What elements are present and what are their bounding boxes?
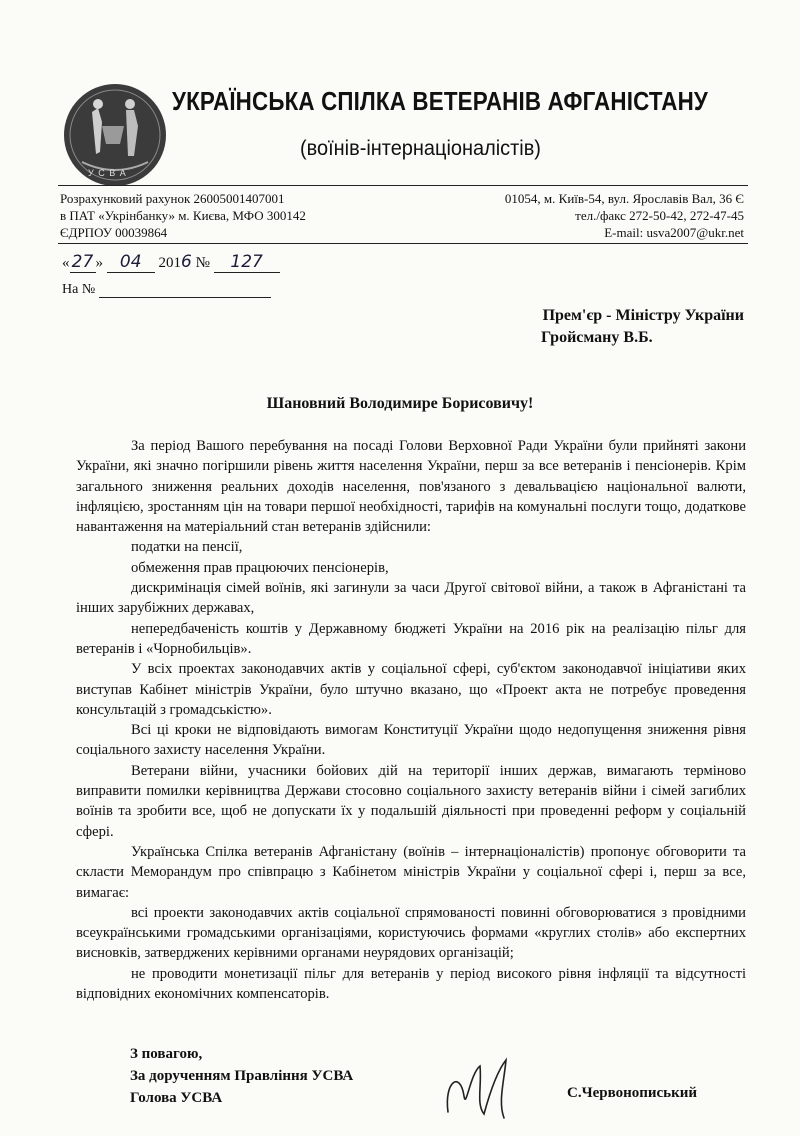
edrpou-code: ЄДРПОУ 00039864: [60, 225, 168, 240]
organization-name: УКРАЇНСЬКА СПІЛКА ВЕТЕРАНІВ АФГАНІСТАНУ: [172, 86, 708, 116]
reply-number-blank: [99, 283, 271, 298]
body-paragraph: Ветерани війни, учасники бойових дій на території інших держав, вимагають терміново виправити помилки керівництва Держави стосовно соціального захисту ветеранів війни і сімей загиблих воїнів та зробити все, щоб не допускати їх у подальшій діяльності при проведенні реформ у соціальній сфері.: [76, 762, 746, 840]
body-paragraph: За період Вашого перебування на посаді Голови Верховної Ради України були прийняті закони України, які значно погіршили рівень життя населення України, перш за все ветеранів і пенсіонерів. Крім загального зниження реальних доходів населення, пов'язаного з девальвацією національної валюти, інфляцією, зростанням цін на товари першої необхідності, тарифів на комунальні послуги тощо, додаткове навантаження на матеріальний стан ветеранів здійснили:: [76, 438, 746, 536]
signatory-name: С.Червонописький: [567, 1085, 698, 1101]
outgoing-number: 127: [214, 252, 280, 273]
email-address: E-mail: usva2007@ukr.net: [604, 225, 744, 240]
reply-reference: [62, 282, 271, 298]
date-month: 04: [107, 252, 155, 273]
date-year-digit: 6: [181, 252, 192, 272]
closing: З повагою,: [130, 1046, 203, 1062]
addressee-name: Гройсману В.Б.: [541, 329, 653, 346]
reply-label: На №: [62, 282, 96, 297]
body-list-item: не проводити монетизації пільг для ветеранів у період високого рівня інфляції та відсутності відповідних економічних компенсаторів.: [76, 965, 746, 1003]
date-day: 27: [70, 252, 96, 273]
body-list-item: непередбаченість коштів у Державному бюджеті України на 2016 рік на реалізацію пільг для ветеранів і «Чорнобильців».: [76, 620, 746, 657]
addressee-position: Прем'єр - Міністру України: [542, 307, 744, 324]
number-label: №: [195, 255, 210, 271]
date-year-prefix: 201: [158, 255, 181, 271]
body-paragraph: У всіх проектах законодавчих актів у соціальної сфері, суб'єктом законодавчої ініціативи яких виступав Кабінет міністрів України, було штучно вказано, що «Проект акта не потребує проведення консультацій з громадськістю».: [76, 661, 746, 718]
phone-fax: тел./факс 272-50-42, 272-47-45: [575, 208, 744, 223]
registration-line: [62, 252, 280, 273]
date-quote-open: «: [62, 255, 70, 271]
body-list-item: податки на пенсії,: [131, 539, 243, 556]
body-paragraph: Всі ці кроки не відповідають вимогам Конституції України щодо недопущення зниження рівня соціального захисту населення України.: [76, 722, 746, 759]
signature-authority: За дорученням Правління УСВА: [130, 1068, 354, 1084]
postal-address: 01054, м. Київ-54, вул. Ярославів Вал, 36 Є: [504, 191, 744, 206]
body-list-item: обмеження прав працюючих пенсіонерів,: [131, 559, 389, 576]
organization-subtitle: (воїнів-інтернаціоналістів): [300, 137, 541, 160]
body-list-item: дискримінація сімей воїнів, які загинули за часи Другої світової війни, а також в Афганістані та інших зарубіжних державах,: [76, 580, 746, 617]
logo-text: У С В А: [88, 168, 127, 178]
date-quote-close: »: [95, 255, 103, 271]
requisites-rule: [58, 243, 748, 244]
header-rule: [58, 185, 748, 186]
body-paragraph: Українська Спілка ветеранів Афганістану (воїнів – інтернаціоналістів) пропонує обговорити та скласти Меморандум про співпрацю з Кабінетом міністрів України у соціальної сфері і, перш за все, вимагає:: [76, 843, 746, 901]
bank-name: в ПАТ «Укрінбанку» м. Києва, МФО 300142: [60, 208, 306, 223]
body-list-item: всі проекти законодавчих актів соціальної спрямованості повинні обговорюватися з провідними всеукраїнськими громадськими організаціями, користуючись формами «круглих столів» або експертних висновків, затверджених керівними органами неурядових організацій;: [76, 904, 746, 962]
handwritten-signature: [440, 1052, 530, 1124]
signature-position: Голова УСВА: [130, 1090, 223, 1106]
salutation: Шановний Володимире Борисовичу!: [266, 395, 534, 412]
bank-account: Розрахунковий рахунок 26005001407001: [60, 191, 285, 206]
letter-body: [76, 436, 746, 1004]
